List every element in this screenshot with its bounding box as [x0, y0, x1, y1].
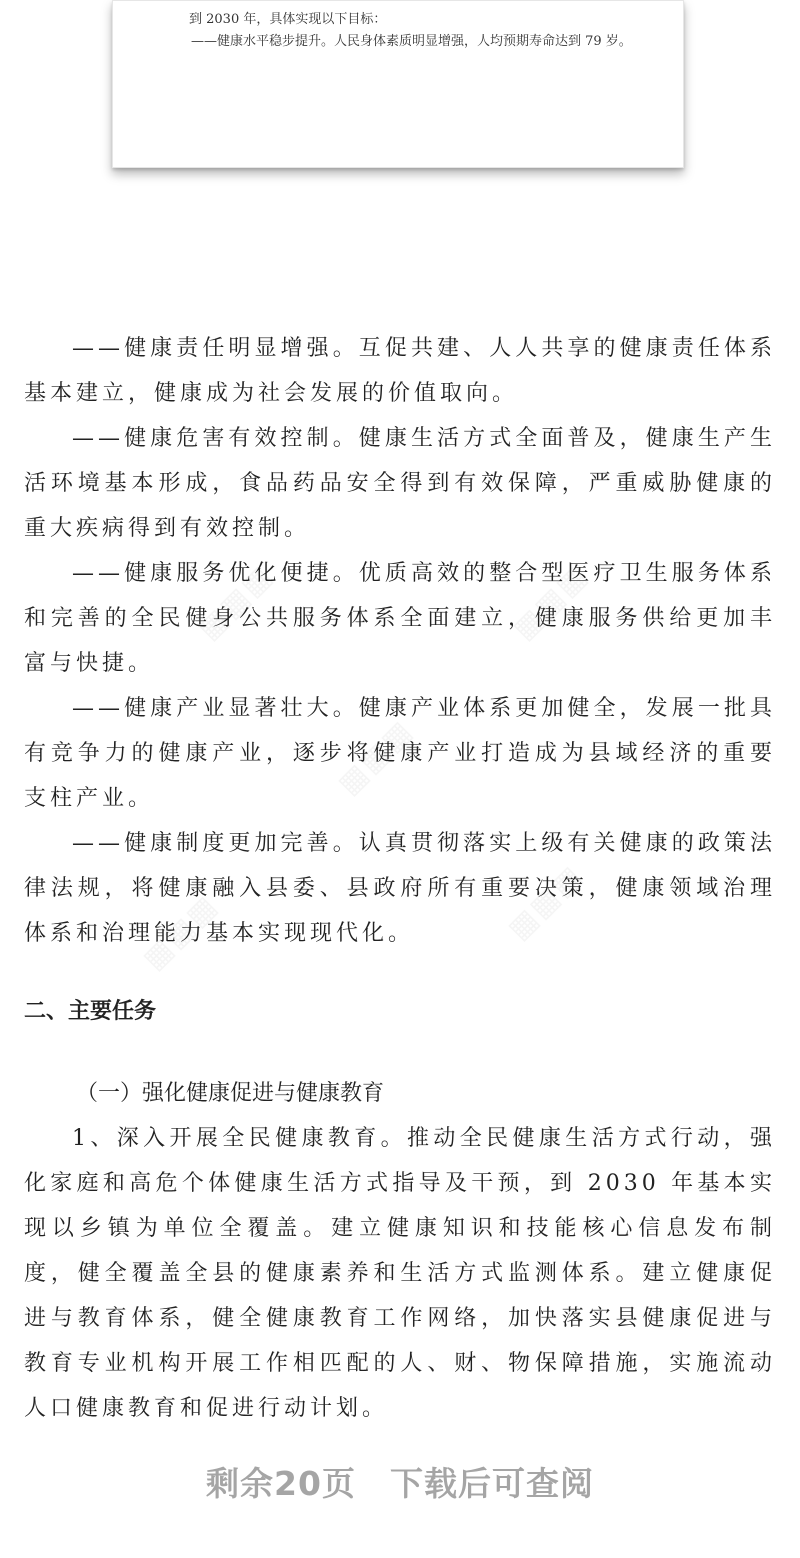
- section-heading: 二、主要任务: [24, 999, 157, 1024]
- paragraph: ——健康服务优化便捷。优质高效的整合型医疗卫生服务体系和完善的全民健身公共服务体系全面建立，健康服务供给更加丰富与快捷。: [24, 561, 776, 676]
- watermark-logo: ▦▦▦: [135, 887, 226, 978]
- watermark-logo: ▦▦▦: [500, 857, 591, 948]
- document-body: [24, 326, 776, 1431]
- subsection-heading: （一）强化健康促进与健康教育: [76, 1081, 385, 1106]
- paragraph: ——健康制度更加完善。认真贯彻落实上级有关健康的政策法律法规，将健康融入县委、县政府所有重要决策，健康领域治理体系和治理能力基本实现现代化。: [24, 831, 776, 946]
- remaining-pages-notice[interactable]: 剩余20页 下载后可查阅: [206, 1464, 594, 1503]
- preview-line: ——健康水平稳步提升。人民身体素质明显增强，人均预期寿命达到 79 岁。: [191, 34, 632, 49]
- watermark-logo: ▦▦▦: [505, 557, 596, 648]
- watermark-logo: ▦▦▦: [330, 712, 421, 803]
- paragraph: ——健康危害有效控制。健康生活方式全面普及，健康生产生活环境基本形成，食品药品安全得到有效保障，严重威胁健康的重大疾病得到有效控制。: [24, 426, 776, 541]
- preview-line: 到 2030 年，具体实现以下目标：: [189, 12, 387, 27]
- paragraph: 1、深入开展全民健康教育。推动全民健康生活方式行动，强化家庭和高危个体健康生活方式指导及干预，到 2030 年基本实现以乡镇为单位全覆盖。建立健康知识和技能核心信息发布制度，健全覆盖全县的健康素养和生活方式监测体系。建立健康促进与教育体系，健全健康教育工作网络，加快落实县健康促进与教育专业机构开展工作相匹配的人、财、物保障措施，实施流动人口健康教育和促进行动计划。: [24, 1126, 776, 1421]
- page-preview-card: [112, 0, 684, 168]
- paragraph: ——健康产业显著壮大。健康产业体系更加健全，发展一批具有竞争力的健康产业，逐步将健康产业打造成为县域经济的重要支柱产业。: [24, 696, 776, 811]
- paragraph: ——健康责任明显增强。互促共建、人人共享的健康责任体系基本建立，健康成为社会发展的价值取向。: [24, 336, 776, 406]
- watermark-logo: ▦▦▦: [190, 557, 281, 648]
